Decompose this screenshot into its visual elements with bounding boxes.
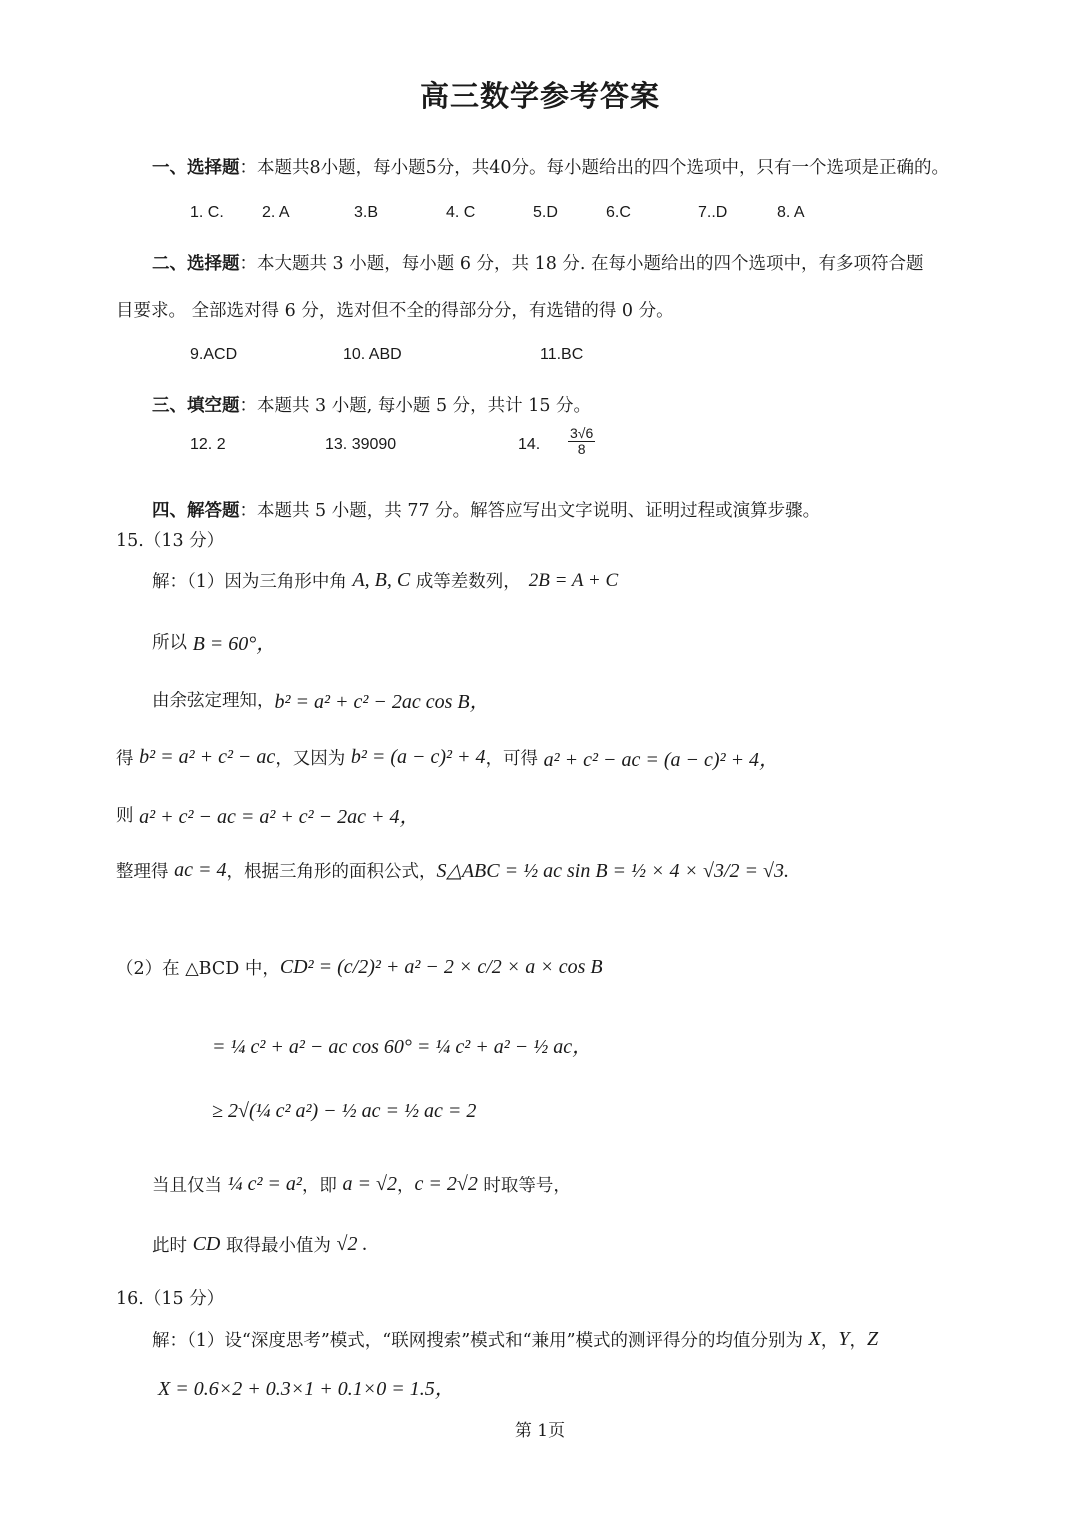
q15-part2-l4-text1: 当且仅当 [152,1176,228,1196]
q15-line3-text: 由余弦定理知， [152,691,275,711]
q15-line2-text: 所以 [152,633,193,653]
q15-label: 15.（13 分） [116,531,225,551]
q15-line3-math: b² = a² + c² − 2ac cos B， [274,691,490,713]
section1-answer-7: 7..D [698,204,728,221]
q15-line4-math3: a² + c² − ac = (a − c)² + 4， [543,749,780,771]
section2-head: 二、选择题 [152,254,240,274]
section1-answer-1: 1. C. [190,204,224,221]
q15-line2-math: B = 60°， [192,633,277,655]
q15-part2-inequality: ≥ 2√(¼ c² a²) − ½ ac = ½ ac = 2 [212,1100,477,1122]
q15-part2-line4 [152,1172,571,1197]
q15-part2-line5 [152,1232,368,1257]
q16-line1-text: 解：（1）设“深度思考”模式，“联网搜索”模式和“兼用”模式的测评得分的均值分别为 [152,1331,809,1351]
section3-heading [152,392,591,417]
q15-part2-l5-math1: CD [192,1233,221,1255]
q16-label: 16.（15 分） [116,1289,225,1309]
q16-line1: 解：（1）设“深度思考”模式，“联网搜索”模式和“兼用”模式的测评得分的均值分别为 X ， Y ， Z [152,1328,879,1351]
q15-line3 [152,685,490,714]
q15-part2-line2 [212,1030,592,1059]
section3-answer-13: 13. 39090 [325,436,397,453]
q15-line1-text2: 成等差数列， [410,572,521,592]
section3-head: 三、填空题 [152,396,240,416]
q15-part2-label: （2）在 △BCD 中， [116,959,280,979]
q15-part2-line1 [116,955,603,980]
q15-line4-text2: ，又因为 [275,749,351,769]
section4-heading [152,497,820,522]
q15-line6 [116,858,789,883]
q15-part2-l4-text2: ，即 [301,1176,343,1196]
q15-line6-text1: 整理得 [116,862,175,882]
q15-part2-l5-math2: √2 . [336,1233,368,1255]
q15-line6-math1: ac = 4 [174,859,227,881]
section2-answer-10: 10. ABD [343,346,402,363]
q15-line2 [152,627,276,656]
q15-line1 [152,568,618,593]
q15-line1-angles: A, B, C [352,569,411,591]
q15-line6-area-formula: S△ABC = ½ ac sin B = ½ × 4 × √3/2 = √3. [436,860,790,882]
section3-answer-14: 14. [518,436,541,453]
q15-part2-cd-squared: CD² = (c/2)² + a² − 2 × c/2 × a × cos B [279,956,603,978]
q15-part2-l5-text1: 此时 [152,1236,193,1256]
q15-line1-equation: 2B = A + C [528,569,619,591]
q15-line1-text: 解：（1）因为三角形中角 [152,572,353,592]
q15-part2-expansion: = ¼ c² + a² − ac cos 60° = ¼ c² + a² − ½ ac， [212,1036,593,1058]
q15-part2-line3 [212,1100,476,1123]
answer-14-numerator: 3√6 [570,425,594,441]
section3-text: ：本题共 3 小题, 每小题 5 分，共计 15 分。 [239,396,592,416]
q16-var-x: X [808,1328,821,1350]
q15-line4 [116,743,779,772]
section4-head: 四、解答题 [152,501,240,521]
q16-var-z: Z [866,1328,879,1350]
q15-part2-l4-math1: ¼ c² = a² [227,1173,302,1195]
q15-part2-l5-text2: 取得最小值为 [220,1236,337,1256]
q15-line4-text3: ，可得 [485,749,544,769]
section1-answer-4: 4. C [446,204,476,221]
section1-text: ：本题共8小题，每小题5分，共40分。每小题给出的四个选项中，只有一个选项是正确的。 [239,158,950,178]
section2-answer-11: 11.BC [540,346,584,363]
section1-answer-6: 6.C [606,204,631,221]
q15-line5-text: 则 [116,806,140,826]
answer-14-denominator: 8 [577,440,586,457]
q16-line2 [158,1372,455,1401]
q16-x-mean: X = 0.6×2 + 0.3×1 + 0.1×0 = 1.5， [158,1378,455,1400]
q15-part2-l4-text4: 时取等号， [477,1176,571,1196]
q15-part2-l4-math2: a = √2 [342,1173,397,1195]
section1-answer-2: 2. A [262,204,290,221]
section1-heading [152,154,949,179]
section1-answer-3: 3.B [354,204,379,221]
q15-line5-math: a² + c² − ac = a² + c² − 2ac + 4， [139,806,420,828]
q15-line4-math2: b² = (a − c)² + 4 [350,746,486,768]
section1-answer-8: 8. A [777,204,805,221]
q15-line5 [116,800,420,829]
section2-answer-9: 9.ACD [190,346,238,363]
section4-text: ：本题共 5 小题，共 77 分。解答应写出文字说明、证明过程或演算步骤。 [239,501,821,521]
section2-heading [152,250,924,275]
q15-line4-math1: b² = a² + c² − ac [139,746,276,768]
section1-answer-5: 5.D [533,204,558,221]
q15-part2-l4-text3: ， [397,1176,415,1196]
q15-line4-text1: 得 [116,749,140,769]
answer-14-fraction [566,426,597,456]
page-title: 高三数学参考答案 [419,79,660,113]
section2-text2: 目要求。 全部选对得 6 分，选对但不全的得部分分，有选错的得 0 分。 [116,301,674,321]
q15-line6-text2: ，根据三角形的面积公式， [226,862,437,882]
q16-var-y: Y [838,1328,850,1350]
section1-head: 一、选择题 [152,158,240,178]
page-footer: 第 1页 [514,1421,566,1441]
q15-part2-l4-math3: c = 2√2 [414,1173,478,1195]
section2-text1: ：本大题共 3 小题，每小题 6 分，共 18 分. 在每小题给出的四个选项中，有多项符合题 [239,254,924,274]
section3-answer-12: 12. 2 [190,436,226,453]
